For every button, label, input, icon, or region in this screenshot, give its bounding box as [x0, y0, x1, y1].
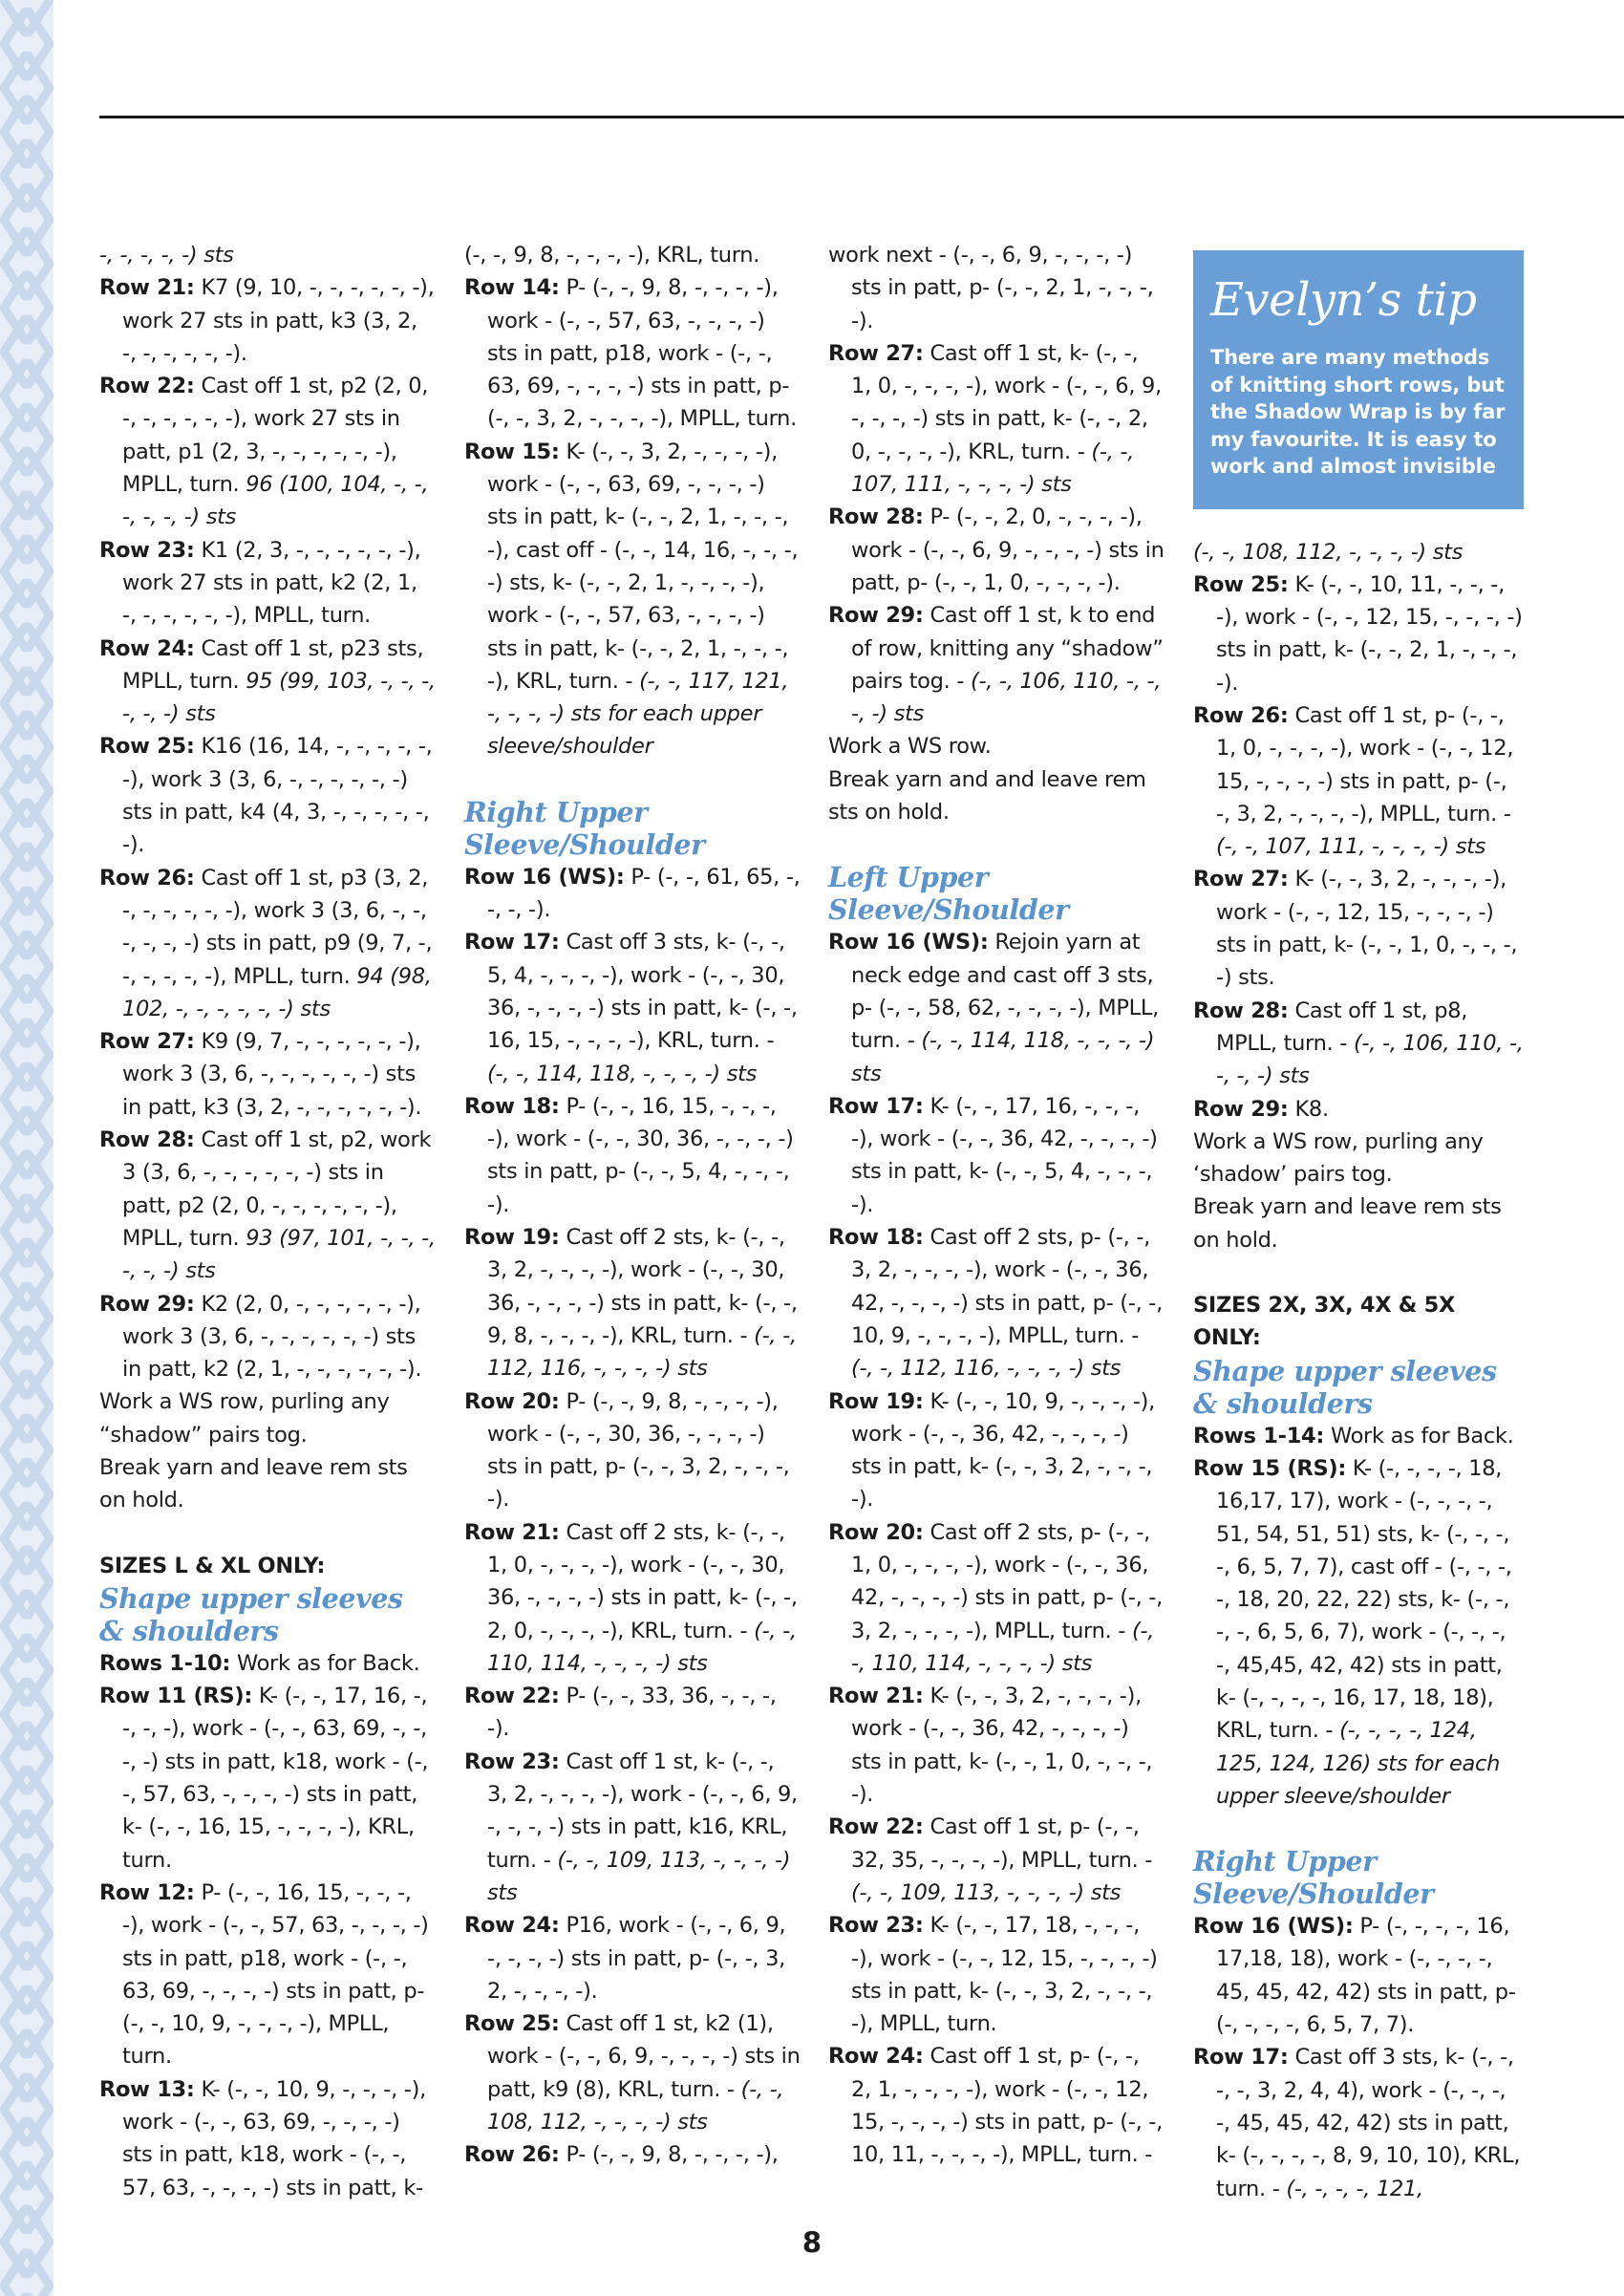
- instruction-text: Work a WS row, purling any “shadow” pairs tog.: [99, 1389, 390, 1448]
- text-column-4-body: [1193, 536, 1524, 2205]
- stitch-count: -, -, -, -, -) sts: [99, 243, 234, 268]
- decorative-cable-border: [0, 0, 53, 2296]
- pattern-row: [99, 633, 436, 731]
- row-label: Row 21:: [464, 1519, 560, 1545]
- stitch-count: (-, -, 109, 113, -, -, -, -) sts: [851, 1879, 1122, 1905]
- pattern-row: [1193, 536, 1524, 569]
- row-label: Row 21:: [99, 275, 195, 301]
- row-text: Cast off 1 st, p2, work 3 (3, 6, -, -, -, -, -, -) sts in patt, p2 (2, 0, -, -, -, -, -, -), MPLL, turn.: [122, 1127, 432, 1251]
- row-label: Row 26:: [99, 865, 195, 891]
- pattern-row: [828, 1221, 1165, 1384]
- pattern-row: [1193, 1420, 1524, 1452]
- stitch-count: (-, -, 106, 110, -, -, -, -) sts: [851, 668, 1162, 727]
- row-label: Row 27:: [828, 340, 924, 366]
- row-text: K- (-, -, 3, 2, -, -, -, -), work - (-, -, 36, 42, -, -, -, -) sts in patt, k- (-, -, 1, 0, -, -, -, -).: [851, 1684, 1153, 1808]
- pattern-row: [99, 1647, 436, 1680]
- row-text: K9 (9, 7, -, -, -, -, -, -), work 3 (3, 6, -, -, -, -, -, -) sts in patt, k3 (3, 2, -, -, -, -, -, -).: [122, 1029, 422, 1120]
- stitch-count: (-, -, -, -, 124, 125, 124, 126) sts for each upper sleeve/shoulder: [1216, 1718, 1501, 1809]
- pattern-row: [99, 1025, 436, 1124]
- row-text: Cast off 1 st, k2 (1), work - (-, -, 6, 9, -, -, -, -) sts in patt, k9 (8), KRL, turn. -: [487, 2011, 801, 2102]
- stitch-count: (-, -, 110, 114, -, -, -, -) sts: [487, 1618, 797, 1676]
- row-label: Row 21:: [828, 1684, 924, 1709]
- row-label: Row 24:: [464, 1913, 560, 1939]
- row-text: Work as for Back.: [230, 1650, 420, 1676]
- pattern-row: [99, 370, 436, 533]
- pattern-row: [464, 1680, 801, 1746]
- stitch-count: (-, -, 106, 110, -, -, -, -) sts: [1216, 1030, 1524, 1089]
- row-label: Rows 1-14:: [1193, 1423, 1325, 1448]
- instruction-text: Work a WS row, purling any ‘shadow’ pairs tog.: [1193, 1128, 1484, 1188]
- text-column-3: [828, 239, 1165, 2172]
- row-text: K- (-, -, 10, 9, -, -, -, -), work - (-, -, 63, 69, -, -, -, -) sts in patt, k18, work - (-, -, 57, 63, -, -, -, -) sts in patt, k-: [122, 2076, 426, 2200]
- row-text: P16, work - (-, -, 6, 9, -, -, -, -) sts in patt, p- (-, -, 3, 2, -, -, -, -).: [487, 1913, 786, 2004]
- pattern-row: [464, 1516, 801, 1680]
- row-text: Cast off 1 st, k- (-, -, 1, 0, -, -, -, -), work - (-, -, 6, 9, -, -, -, -) sts in patt, k- (-, -, 2, 0, -, -, -, -), KRL, turn. -: [851, 340, 1162, 464]
- pattern-row: [99, 1680, 436, 1877]
- pattern-row: [1193, 1910, 1524, 2041]
- row-label: Row 15:: [464, 439, 560, 464]
- row-label: Row 29:: [1193, 1096, 1289, 1122]
- row-label: Row 23:: [464, 1749, 560, 1774]
- stitch-count: 93 (97, 101, -, -, -, -, -, -) sts: [122, 1225, 436, 1284]
- pattern-row: [828, 501, 1165, 599]
- pattern-row: [828, 239, 1165, 337]
- row-label: Row 13:: [99, 2076, 195, 2102]
- row-label: Row 29:: [828, 603, 924, 629]
- pattern-row: [99, 1288, 436, 1386]
- row-text: Cast off 1 st, p- (-, -, 2, 1, -, -, -, -), work - (-, -, 12, 15, -, -, -, -) sts in patt, p- (-, -, 10, 11, -, -, -, -), MPLL, turn. -: [851, 2044, 1163, 2168]
- pattern-row: [828, 2040, 1165, 2171]
- pattern-row: [828, 1680, 1165, 1811]
- stitch-count: (-, -, -, -, 121,: [1286, 2176, 1423, 2201]
- section-heading: Shape upper sleeves & shoulders: [1193, 1354, 1497, 1420]
- pattern-row: [464, 239, 801, 271]
- row-text: Work as for Back.: [1324, 1423, 1514, 1448]
- pattern-row: [464, 1385, 801, 1516]
- pattern-row: [99, 239, 436, 271]
- instruction-text: Break yarn and leave rem sts on hold.: [1193, 1194, 1502, 1253]
- text-column-4: [1193, 250, 1524, 2205]
- row-label: Row 26:: [464, 2142, 560, 2168]
- row-label: Row 20:: [828, 1519, 924, 1545]
- row-text: Cast off 2 sts, k- (-, -, 1, 0, -, -, -, -), work - (-, -, 30, 36, -, -, -, -) sts in patt, k- (-, -, 2, 0, -, -, -, -), KRL, turn. -: [487, 1519, 798, 1643]
- row-text: P- (-, -, 61, 65, -, -, -, -).: [487, 864, 801, 923]
- pattern-row: [99, 2073, 436, 2204]
- instruction-text: Break yarn and and leave rem sts on hold.: [828, 766, 1146, 826]
- row-label: Row 18:: [464, 1093, 560, 1119]
- row-label: Row 20:: [464, 1388, 560, 1414]
- stitch-count: (-, -, 114, 118, -, -, -, -) sts: [487, 1061, 758, 1086]
- row-label: Row 28:: [828, 504, 924, 530]
- row-label: Rows 1-10:: [99, 1650, 231, 1676]
- row-label: Row 16 (WS):: [464, 864, 625, 890]
- row-label: Row 27:: [1193, 867, 1289, 892]
- row-label: Row 15 (RS):: [1193, 1455, 1347, 1481]
- row-label: Row 25:: [99, 734, 195, 760]
- row-label: Row 17:: [828, 1093, 924, 1119]
- pattern-row: [828, 926, 1165, 1089]
- row-label: Row 22:: [828, 1814, 924, 1840]
- row-text: (-, -, 9, 8, -, -, -, -), KRL, turn.: [464, 243, 760, 268]
- header-rule: [99, 116, 1624, 118]
- stitch-count: (-, -, 117, 121, -, -, -, -) sts for each upper sleeve/shoulder: [487, 668, 789, 760]
- row-text: K- (-, -, 3, 2, -, -, -, -), work - (-, -, 12, 15, -, -, -, -) sts in patt, k- (-, -, 1, 0, -, -, -, -) sts.: [1216, 867, 1518, 991]
- row-label: Row 29:: [99, 1291, 195, 1317]
- row-text: Cast off 2 sts, k- (-, -, 3, 2, -, -, -, -), work - (-, -, 30, 36, -, -, -, -) sts in patt, k- (-, -, 9, 8, -, -, -, -), KRL, turn. -: [487, 1225, 798, 1348]
- row-label: Row 26:: [1193, 702, 1289, 728]
- pattern-row: [828, 599, 1165, 730]
- row-text: K16 (16, 14, -, -, -, -, -, -), work 3 (3, 6, -, -, -, -, -, -) sts in patt, k4 (4, 3, -, -, -, -, -, -).: [122, 734, 433, 858]
- pattern-row: [464, 271, 801, 435]
- row-label: Row 17:: [1193, 2045, 1289, 2071]
- row-text: P- (-, -, 9, 8, -, -, -, -), work - (-, -, 57, 63, -, -, -, -) sts in patt, p18, work - (-, -, 63, 69, -, -, -, -) sts in patt, p- (-, -, 3, 2, -, -, -, -), MPLL, turn.: [487, 275, 797, 432]
- pattern-row: [1193, 1452, 1524, 1813]
- row-label: Row 25:: [464, 2011, 560, 2037]
- row-text: Cast off 2 sts, p- (-, -, 3, 2, -, -, -, -), work - (-, -, 36, 42, -, -, -, -) sts in patt, p- (-, -, 10, 9, -, -, -, -), MPLL, turn. -: [851, 1225, 1163, 1348]
- pattern-row: [464, 1746, 801, 1909]
- stitch-count: (-, -, 109, 113, -, -, -, -) sts: [487, 1847, 791, 1905]
- pattern-row: [828, 1516, 1165, 1680]
- row-text: Cast off 1 st, p3 (3, 2, -, -, -, -, -, -), work 3 (3, 6, -, -, -, -, -, -) sts in patt, p9 (9, 7, -, -, -, -, -, -), MPLL, turn.: [122, 865, 433, 989]
- pattern-row: [1193, 995, 1524, 1093]
- row-text: Cast off 1 st, p- (-, -, 32, 35, -, -, -, -), MPLL, turn. -: [851, 1814, 1153, 1873]
- text-column-1: [99, 239, 436, 2204]
- pattern-row: [99, 534, 436, 633]
- tip-box: [1193, 250, 1524, 509]
- stitch-count: 95 (99, 103, -, -, -, -, -, -) sts: [122, 668, 436, 727]
- row-text: K- (-, -, 17, 16, -, -, -, -), work - (-, -, 63, 69, -, -, -, -) sts in patt, k18, work - (-, -, 57, 63, -, -, -, -) sts in patt, k- (-, -, 16, 15, -, -, -, -), KRL, turn.: [122, 1684, 429, 1873]
- pattern-row: [99, 1877, 436, 2073]
- row-text: Cast off 1 st, p2 (2, 0, -, -, -, -, -, -), work 27 sts in patt, p1 (2, 3, -, -, -, -, -, -), MPLL, turn.: [122, 374, 429, 498]
- row-label: Row 22:: [464, 1684, 560, 1709]
- row-text: Cast off 1 st, p8, MPLL, turn. -: [1216, 998, 1468, 1056]
- section-heading: Left Upper Sleeve/Shoulder: [828, 861, 1069, 927]
- row-label: Row 19:: [464, 1225, 560, 1251]
- row-label: Row 14:: [464, 275, 560, 301]
- pattern-row: [1193, 569, 1524, 699]
- row-label: Row 23:: [99, 537, 195, 563]
- row-text: K1 (2, 3, -, -, -, -, -, -), work 27 sts in patt, k2 (2, 1, -, -, -, -, -, -), MPLL, turn.: [122, 537, 421, 629]
- stitch-count: 94 (98, 102, -, -, -, -, -, -) sts: [122, 963, 432, 1021]
- row-label: Row 18:: [828, 1225, 924, 1251]
- row-label: Row 27:: [99, 1029, 195, 1055]
- pattern-row: [828, 337, 1165, 501]
- instruction-text: Break yarn and leave rem sts on hold.: [99, 1454, 408, 1513]
- row-text: K- (-, -, 10, 9, -, -, -, -), work - (-, -, 36, 42, -, -, -, -) sts in patt, k- (-, -, 3, 2, -, -, -, -).: [851, 1388, 1155, 1513]
- row-text: P- (-, -, 33, 36, -, -, -, -).: [487, 1684, 777, 1742]
- row-label: Row 24:: [828, 2044, 924, 2070]
- row-text: P- (-, -, -, -, 16, 17,18, 18), work - (-, -, -, -, 45, 45, 42, 42) sts in patt, p- (-, -, -, -, 6, 5, 7, 7).: [1216, 1914, 1516, 2038]
- row-label: Row 28:: [1193, 998, 1289, 1023]
- pattern-row: [464, 1909, 801, 2007]
- pattern-row: [99, 730, 436, 861]
- row-text: K- (-, -, 10, 11, -, -, -, -), work - (-, -, 12, 15, -, -, -, -) sts in patt, k- (-, -, 2, 1, -, -, -, -).: [1216, 571, 1523, 696]
- pattern-row: [464, 436, 801, 763]
- pattern-row: [464, 861, 801, 927]
- pattern-row: [1193, 699, 1524, 863]
- sizes-heading: SIZES L & XL ONLY:: [99, 1553, 326, 1578]
- row-text: P- (-, -, 9, 8, -, -, -, -),: [559, 2142, 779, 2168]
- row-text: P- (-, -, 16, 15, -, -, -, -), work - (-, -, 57, 63, -, -, -, -) sts in patt, p18, work - (-, -, 63, 69, -, -, -, -) sts in patt, p- (-, -, 10, 9, -, -, -, -), MPLL, turn.: [122, 1879, 429, 2070]
- row-label: Row 24:: [99, 635, 195, 661]
- stitch-count: (-, -, 107, 111, -, -, -, -) sts: [851, 439, 1135, 498]
- stitch-count: (-, -, 112, 116, -, -, -, -) sts: [851, 1356, 1122, 1382]
- pattern-row: [828, 1385, 1165, 1516]
- section-heading: Right Upper Sleeve/Shoulder: [1193, 1845, 1434, 1911]
- row-label: Row 12:: [99, 1879, 195, 1905]
- stitch-count: (-, -, 112, 116, -, -, -, -) sts: [487, 1322, 797, 1382]
- section-heading: Shape upper sleeves & shoulders: [99, 1581, 403, 1647]
- pattern-row: [464, 926, 801, 1089]
- pattern-row: [99, 271, 436, 370]
- pattern-row: [464, 1221, 801, 1384]
- pattern-row: [99, 1124, 436, 1287]
- pattern-row: [1193, 863, 1524, 994]
- row-text: Cast off 1 st, p23 sts, MPLL, turn.: [122, 635, 424, 694]
- row-text: K- (-, -, 17, 18, -, -, -, -), work - (-, -, 12, 15, -, -, -, -) sts in patt, k- (-, -, 3, 2, -, -, -, -), MPLL, turn.: [851, 1913, 1158, 2037]
- pattern-row: [1193, 2041, 1524, 2204]
- row-label: Row 28:: [99, 1127, 195, 1153]
- row-text: P- (-, -, 9, 8, -, -, -, -), work - (-, -, 30, 36, -, -, -, -) sts in patt, p- (-, -, 3, 2, -, -, -, -).: [487, 1388, 790, 1513]
- row-text: P- (-, -, 2, 0, -, -, -, -), work - (-, -, 6, 9, -, -, -, -) sts in patt, p- (-, -, 1, 0, -, -, -, -).: [851, 504, 1165, 595]
- pattern-row: [464, 2007, 801, 2138]
- row-text: K- (-, -, -, -, 18, 16,17, 17), work - (-, -, -, -, 51, 54, 51, 51) sts, k- (-, -, -, -, 6, 5, 7, 7), cast off - (-, -, -, -, 18, 20, 22, 22) sts, k- (-, -, -, -, 6, 5, 6, 7), work - (-, -, -, -, 45,45, 42, 42) sts in patt, k- (-, -, -, -, 16, 17, 18, 18), KRL, turn. -: [1216, 1455, 1512, 1744]
- pattern-row: [828, 1090, 1165, 1221]
- stitch-count: (-, -, 108, 112, -, -, -, -) sts: [487, 2076, 784, 2135]
- row-text: K8.: [1288, 1096, 1329, 1122]
- row-label: Row 23:: [828, 1913, 924, 1939]
- instruction-text: Work a WS row.: [828, 734, 992, 760]
- row-text: Cast off 3 sts, k- (-, -, -, -, 3, 2, 4, 4), work - (-, -, -, -, 45, 45, 42, 42) sts in patt, k- (-, -, -, -, 8, 9, 10, 10), KRL, turn. -: [1216, 2045, 1521, 2201]
- row-text: K7 (9, 10, -, -, -, -, -, -), work 27 sts in patt, k3 (3, 2, -, -, -, -, -, -).: [122, 275, 435, 366]
- row-text: K- (-, -, 17, 16, -, -, -, -), work - (-, -, 36, 42, -, -, -, -) sts in patt, k- (-, -, 5, 4, -, -, -, -).: [851, 1093, 1158, 1217]
- stitch-count: 96 (100, 104, -, -, -, -, -, -) sts: [122, 472, 429, 530]
- row-text: Cast off 1 st, p- (-, -, 1, 0, -, -, -, -), work - (-, -, 12, 15, -, -, -, -) sts in patt, p- (-, -, 3, 2, -, -, -, -), MPLL, turn. -: [1216, 702, 1514, 826]
- row-text: P- (-, -, 16, 15, -, -, -, -), work - (-, -, 30, 36, -, -, -, -) sts in patt, p- (-, -, 5, 4, -, -, -, -).: [487, 1093, 794, 1217]
- section-heading: Right Upper Sleeve/Shoulder: [464, 795, 705, 861]
- row-text: Cast off 3 sts, k- (-, -, 5, 4, -, -, -, -), work - (-, -, 30, 36, -, -, -, -) sts in patt, k- (-, -, 16, 15, -, -, -, -), KRL, turn. -: [487, 930, 798, 1054]
- stitch-count: (-, -, 110, 114, -, -, -, -) sts: [851, 1618, 1155, 1676]
- row-label: Row 25:: [1193, 571, 1289, 597]
- row-text: Cast off 1 st, k to end of row, knitting any “shadow” pairs tog. -: [851, 603, 1164, 694]
- row-text: Rejoin yarn at neck edge and cast off 3 sts, p- (-, -, 58, 62, -, -, -, -), MPLL, turn. -: [851, 930, 1159, 1054]
- stitch-count: (-, -, 108, 112, -, -, -, -) sts: [1193, 539, 1464, 565]
- row-label: Row 22:: [99, 374, 195, 399]
- tip-title: Evelyn’s tip: [1210, 273, 1477, 327]
- row-label: Row 17:: [464, 930, 560, 955]
- row-label: Row 11 (RS):: [99, 1684, 253, 1709]
- stitch-count: (-, -, 114, 118, -, -, -, -) sts: [851, 1028, 1155, 1086]
- row-label: Row 16 (WS):: [1193, 1914, 1354, 1940]
- pattern-row: [464, 1090, 801, 1221]
- row-text: Cast off 2 sts, p- (-, -, 1, 0, -, -, -, -), work - (-, -, 36, 42, -, -, -, -) sts in patt, p- (-, -, 3, 2, -, -, -, -), MPLL, turn. -: [851, 1519, 1163, 1643]
- pattern-row: [464, 2138, 801, 2171]
- text-column-2: [464, 239, 801, 2172]
- stitch-count: (-, -, 107, 111, -, -, -, -) sts: [1216, 834, 1486, 860]
- pattern-row: [828, 1811, 1165, 1909]
- pattern-row: [99, 862, 436, 1025]
- page-number: 8: [801, 2226, 823, 2259]
- row-text: Cast off 1 st, k- (-, -, 3, 2, -, -, -, -), work - (-, -, 6, 9, -, -, -, -) sts in patt, k16, KRL, turn. -: [487, 1749, 798, 1873]
- row-text: K- (-, -, 3, 2, -, -, -, -), work - (-, -, 63, 69, -, -, -, -) sts in patt, k- (-, -, 2, 1, -, -, -, -), cast off - (-, -, 14, 16, -, -, -, -) sts, k- (-, -, 2, 1, -, -, -, -), work - (-, -, 57, 63, -, -, -, -) sts in patt, k- (-, -, 2, 1, -, -, -, -), KRL, turn. -: [487, 439, 799, 694]
- row-text: work next - (-, -, 6, 9, -, -, -, -) sts in patt, p- (-, -, 2, 1, -, -, -, -).: [828, 243, 1154, 333]
- row-text: K2 (2, 0, -, -, -, -, -, -), work 3 (3, 6, -, -, -, -, -, -) sts in patt, k2 (2, 1, -, -, -, -, -, -).: [122, 1291, 422, 1383]
- sizes-heading: SIZES 2X, 3X, 4X & 5X ONLY:: [1193, 1293, 1456, 1351]
- pattern-row: [1193, 1093, 1524, 1126]
- pattern-row: [828, 1909, 1165, 2040]
- tip-text: There are many methods of knitting short rows, but the Shadow Wrap is by far my favourite. It is easy to work and almost invisible: [1210, 346, 1506, 478]
- row-label: Row 19:: [828, 1388, 924, 1414]
- row-label: Row 16 (WS):: [828, 930, 989, 955]
